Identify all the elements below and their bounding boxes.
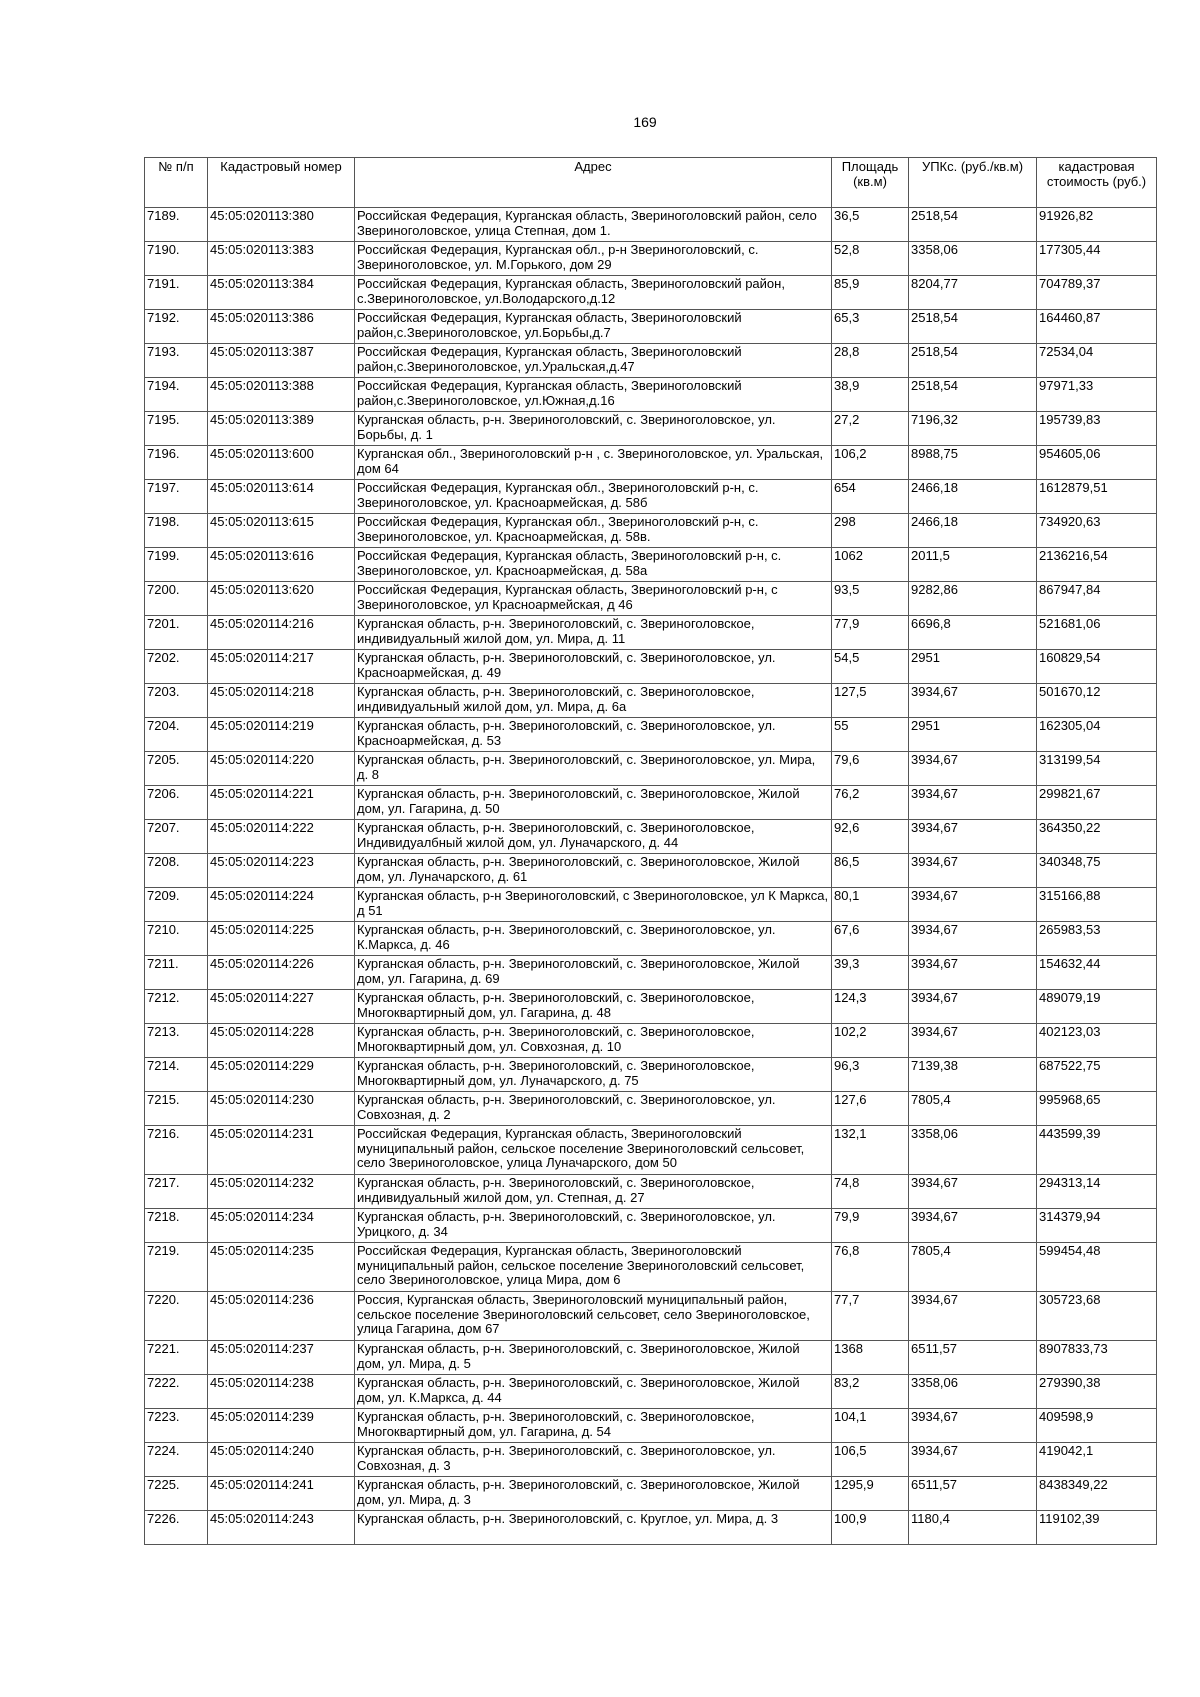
cell-address: Курганская область, р-н. Звериноголовский, с. Звериноголовское, Жилой дом, ул. Гагарина, д. 50 [355,786,832,820]
table-row [145,888,1157,922]
cell-cadastral-number: 45:05:020114:216 [208,616,355,650]
cell-row-number: 7191. [145,276,208,310]
cell-cadastral-cost: 313199,54 [1037,752,1157,786]
cell-address: Российская Федерация, Курганская область, Звериноголовский район,с.Звериноголовское, ул.Уральская,д.47 [355,344,832,378]
cell-address: Курганская область, р-н. Звериноголовский, с. Звериноголовское, ул. Совхозная, д. 3 [355,1443,832,1477]
table-row [145,854,1157,888]
cell-address: Курганская область, р-н. Звериноголовский, с. Звериноголовское, Многоквартирный дом, ул. Гагарина, д. 48 [355,990,832,1024]
table-row [145,242,1157,276]
cell-area: 28,8 [832,344,909,378]
table-row [145,922,1157,956]
cell-address: Курганская область, р-н. Звериноголовский, с. Звериноголовское, индивидуальный жилой дом, ул. Степная, д. 27 [355,1175,832,1209]
cell-upks: 3934,67 [909,922,1037,956]
cell-address: Курганская область, р-н. Звериноголовский, с. Звериноголовское, ул. К.Маркса, д. 46 [355,922,832,956]
cell-cadastral-cost: 279390,38 [1037,1375,1157,1409]
cell-upks: 3934,67 [909,990,1037,1024]
table-row [145,1024,1157,1058]
table-row [145,786,1157,820]
cadastral-value-table [144,157,1157,1545]
cell-address: Россия, Курганская область, Звериноголовский муниципальный район, сельское поселение Звериноголовский сельсовет, село Звериноголовское, улица Гагарина, дом 67 [355,1292,832,1341]
cell-row-number: 7223. [145,1409,208,1443]
cell-row-number: 7221. [145,1341,208,1375]
cell-cadastral-number: 45:05:020114:230 [208,1092,355,1126]
cell-cadastral-number: 45:05:020114:226 [208,956,355,990]
cell-area: 86,5 [832,854,909,888]
cell-cadastral-number: 45:05:020114:224 [208,888,355,922]
cell-cadastral-number: 45:05:020114:237 [208,1341,355,1375]
cell-cadastral-cost: 734920,63 [1037,514,1157,548]
cell-upks: 2951 [909,718,1037,752]
cell-address: Российская Федерация, Курганская область, Звериноголовский район,с.Звериноголовское, ул.Борьбы,д.7 [355,310,832,344]
cell-upks: 3934,67 [909,786,1037,820]
cell-address: Российская Федерация, Курганская область, Звериноголовский район, с.Звериноголовское, ул.Володарского,д.12 [355,276,832,310]
table-row [145,310,1157,344]
cell-cadastral-number: 45:05:020113:384 [208,276,355,310]
cell-row-number: 7195. [145,412,208,446]
cell-upks: 8204,77 [909,276,1037,310]
cell-area: 76,8 [832,1243,909,1292]
cell-cadastral-cost: 119102,39 [1037,1511,1157,1545]
cell-address: Российская Федерация, Курганская обл., р-н Звериноголовский, с. Звериноголовское, ул. М.Горького, дом 29 [355,242,832,276]
cell-row-number: 7206. [145,786,208,820]
cell-upks: 3934,67 [909,956,1037,990]
cell-address: Курганская область, р-н. Звериноголовский, с. Звериноголовское, Многоквартирный дом, ул. Луначарского, д. 75 [355,1058,832,1092]
cell-area: 85,9 [832,276,909,310]
cell-row-number: 7196. [145,446,208,480]
table-row [145,1058,1157,1092]
cell-address: Курганская область, р-н. Звериноголовский, с. Звериноголовское, ул. Мира, д. 8 [355,752,832,786]
cell-area: 74,8 [832,1175,909,1209]
cell-area: 83,2 [832,1375,909,1409]
cell-address: Курганская область, р-н. Звериноголовский, с. Звериноголовское, Многоквартирный дом, ул. Совхозная, д. 10 [355,1024,832,1058]
cell-cadastral-number: 45:05:020113:380 [208,208,355,242]
cell-upks: 3358,06 [909,242,1037,276]
cell-cadastral-number: 45:05:020114:234 [208,1209,355,1243]
table-row [145,820,1157,854]
cell-row-number: 7198. [145,514,208,548]
cell-cadastral-cost: 995968,65 [1037,1092,1157,1126]
cell-area: 27,2 [832,412,909,446]
cell-upks: 7139,38 [909,1058,1037,1092]
table-row [145,752,1157,786]
cell-address: Курганская область, р-н. Звериноголовский, с. Звериноголовское, Индивидуалбный жилой дом, ул. Луначарского, д. 44 [355,820,832,854]
cell-upks: 3934,67 [909,684,1037,718]
cell-address: Российская Федерация, Курганская обл., Звериноголовский р-н, с. Звериноголовское, ул. Красноармейская, д. 58б [355,480,832,514]
cell-cadastral-number: 45:05:020114:232 [208,1175,355,1209]
cell-cadastral-cost: 154632,44 [1037,956,1157,990]
table-row [145,1443,1157,1477]
cell-cadastral-cost: 419042,1 [1037,1443,1157,1477]
cell-cadastral-number: 45:05:020113:615 [208,514,355,548]
cell-upks: 8988,75 [909,446,1037,480]
cell-row-number: 7210. [145,922,208,956]
table-row [145,582,1157,616]
cell-row-number: 7216. [145,1126,208,1175]
cell-cadastral-number: 45:05:020114:227 [208,990,355,1024]
cell-area: 80,1 [832,888,909,922]
cell-cadastral-cost: 8907833,73 [1037,1341,1157,1375]
table-body [145,208,1157,1545]
cell-cadastral-cost: 314379,94 [1037,1209,1157,1243]
cell-cadastral-cost: 8438349,22 [1037,1477,1157,1511]
cell-cadastral-cost: 72534,04 [1037,344,1157,378]
cell-address: Курганская область, р-н. Звериноголовский, с. Звериноголовское, ул. Борьбы, д. 1 [355,412,832,446]
cell-row-number: 7197. [145,480,208,514]
cell-row-number: 7209. [145,888,208,922]
cell-area: 127,5 [832,684,909,718]
cell-address: Российская Федерация, Курганская область, Звериноголовский р-н, с. Звериноголовское, ул. Красноармейская, д. 58а [355,548,832,582]
cell-cadastral-number: 45:05:020113:616 [208,548,355,582]
cell-upks: 3358,06 [909,1375,1037,1409]
cell-address: Курганская область, р-н. Звериноголовский, с. Звериноголовское, ул. Урицкого, д. 34 [355,1209,832,1243]
table-row [145,1477,1157,1511]
cell-row-number: 7217. [145,1175,208,1209]
cell-cadastral-number: 45:05:020113:383 [208,242,355,276]
cell-upks: 3934,67 [909,1175,1037,1209]
cell-cadastral-number: 45:05:020114:241 [208,1477,355,1511]
cell-area: 298 [832,514,909,548]
cell-cadastral-number: 45:05:020114:218 [208,684,355,718]
cell-cadastral-cost: 160829,54 [1037,650,1157,684]
cell-cadastral-number: 45:05:020114:239 [208,1409,355,1443]
table-row [145,276,1157,310]
cell-row-number: 7205. [145,752,208,786]
cell-upks: 7805,4 [909,1092,1037,1126]
cell-area: 1062 [832,548,909,582]
cell-cadastral-number: 45:05:020113:600 [208,446,355,480]
cell-cadastral-number: 45:05:020114:238 [208,1375,355,1409]
cell-upks: 7805,4 [909,1243,1037,1292]
cell-address: Российская Федерация, Курганская область, Звериноголовский район,с.Звериноголовское, ул.Южная,д.16 [355,378,832,412]
cell-cadastral-cost: 1612879,51 [1037,480,1157,514]
cell-row-number: 7189. [145,208,208,242]
cell-cadastral-cost: 305723,68 [1037,1292,1157,1341]
cell-area: 77,9 [832,616,909,650]
table-row [145,1126,1157,1175]
cell-address: Курганская обл., Звериноголовский р-н , с. Звериноголовское, ул. Уральская, дом 64 [355,446,832,480]
cell-cadastral-cost: 91926,82 [1037,208,1157,242]
cell-upks: 2518,54 [909,310,1037,344]
cell-row-number: 7192. [145,310,208,344]
cell-cadastral-cost: 599454,48 [1037,1243,1157,1292]
cell-address: Российская Федерация, Курганская область, Звериноголовский муниципальный район, сельское поселение Звериноголовский сельсовет, село Звериноголовское, улица Мира, дом 6 [355,1243,832,1292]
cell-address: Курганская область, р-н. Звериноголовский, с. Звериноголовское, Многоквартирный дом, ул. Гагарина, д. 54 [355,1409,832,1443]
cell-cadastral-cost: 340348,75 [1037,854,1157,888]
cell-address: Курганская область, р-н. Звериноголовский, с. Звериноголовское, Жилой дом, ул. Мира, д. 5 [355,1341,832,1375]
cell-cadastral-cost: 867947,84 [1037,582,1157,616]
cell-cadastral-cost: 265983,53 [1037,922,1157,956]
cell-address: Курганская область, р-н. Звериноголовский, с. Звериноголовское, ул. Красноармейская, д. 53 [355,718,832,752]
cell-cadastral-number: 45:05:020114:235 [208,1243,355,1292]
cell-row-number: 7208. [145,854,208,888]
cell-row-number: 7226. [145,1511,208,1545]
table-row [145,1292,1157,1341]
table-row [145,208,1157,242]
cell-upks: 6511,57 [909,1341,1037,1375]
cell-cadastral-number: 45:05:020114:225 [208,922,355,956]
table-header-row [145,158,1157,208]
cell-area: 1368 [832,1341,909,1375]
table-row [145,446,1157,480]
cell-cadastral-cost: 501670,12 [1037,684,1157,718]
cell-upks: 7196,32 [909,412,1037,446]
cell-cadastral-cost: 177305,44 [1037,242,1157,276]
cell-address: Российская Федерация, Курганская область, Звериноголовский район, село Звериноголовское, улица Степная, дом 1. [355,208,832,242]
cell-row-number: 7224. [145,1443,208,1477]
header-cadastral-cost: кадастровая стоимость (руб.) [1037,158,1157,208]
cell-address: Российская Федерация, Курганская область, Звериноголовский р-н, с Звериноголовское, ул Красноармейская, д 46 [355,582,832,616]
table-row [145,514,1157,548]
cell-cadastral-cost: 2136216,54 [1037,548,1157,582]
cell-cadastral-cost: 97971,33 [1037,378,1157,412]
table-row [145,1375,1157,1409]
cell-cadastral-cost: 687522,75 [1037,1058,1157,1092]
cell-cadastral-cost: 954605,06 [1037,446,1157,480]
cell-cadastral-number: 45:05:020113:387 [208,344,355,378]
cell-area: 132,1 [832,1126,909,1175]
cell-upks: 3934,67 [909,1292,1037,1341]
cell-row-number: 7218. [145,1209,208,1243]
cell-area: 106,2 [832,446,909,480]
cell-cadastral-cost: 443599,39 [1037,1126,1157,1175]
table-row [145,684,1157,718]
cell-area: 102,2 [832,1024,909,1058]
cell-upks: 1180,4 [909,1511,1037,1545]
page-number: 169 [633,114,657,130]
cell-area: 124,3 [832,990,909,1024]
cell-upks: 9282,86 [909,582,1037,616]
cell-upks: 2011,5 [909,548,1037,582]
cell-row-number: 7215. [145,1092,208,1126]
cell-cadastral-number: 45:05:020113:614 [208,480,355,514]
cell-row-number: 7225. [145,1477,208,1511]
cell-row-number: 7220. [145,1292,208,1341]
cell-area: 93,5 [832,582,909,616]
table-row [145,1341,1157,1375]
cell-cadastral-number: 45:05:020114:231 [208,1126,355,1175]
table-row [145,1409,1157,1443]
table-row [145,616,1157,650]
cell-area: 79,6 [832,752,909,786]
cell-cadastral-cost: 704789,37 [1037,276,1157,310]
cell-address: Российская Федерация, Курганская обл., Звериноголовский р-н, с. Звериноголовское, ул. Красноармейская, д. 58в. [355,514,832,548]
cell-row-number: 7211. [145,956,208,990]
cell-row-number: 7213. [145,1024,208,1058]
cell-cadastral-number: 45:05:020114:222 [208,820,355,854]
cell-upks: 3934,67 [909,1024,1037,1058]
cell-cadastral-cost: 294313,14 [1037,1175,1157,1209]
cell-cadastral-cost: 195739,83 [1037,412,1157,446]
cell-upks: 3934,67 [909,1409,1037,1443]
cell-upks: 3934,67 [909,752,1037,786]
header-upks: УПКс. (руб./кв.м) [909,158,1037,208]
cell-row-number: 7193. [145,344,208,378]
header-cadastral-number: Кадастровый номер [208,158,355,208]
table-row [145,1511,1157,1545]
cell-area: 1295,9 [832,1477,909,1511]
cell-cadastral-number: 45:05:020114:229 [208,1058,355,1092]
table-row [145,650,1157,684]
table-row [145,1175,1157,1209]
cell-address: Курганская область, р-н. Звериноголовский, с. Круглое, ул. Мира, д. 3 [355,1511,832,1545]
cell-area: 65,3 [832,310,909,344]
cell-cadastral-cost: 409598,9 [1037,1409,1157,1443]
cell-area: 38,9 [832,378,909,412]
cell-address: Курганская область, р-н. Звериноголовский, с. Звериноголовское, Жилой дом, ул. Луначарского, д. 61 [355,854,832,888]
cell-area: 67,6 [832,922,909,956]
table-row [145,548,1157,582]
cell-area: 104,1 [832,1409,909,1443]
cell-address: Курганская область, р-н Звериноголовский, с Звериноголовское, ул К Маркса, д 51 [355,888,832,922]
header-num: № п/п [145,158,208,208]
cell-cadastral-cost: 299821,67 [1037,786,1157,820]
cell-cadastral-number: 45:05:020114:223 [208,854,355,888]
cell-upks: 3934,67 [909,854,1037,888]
cell-row-number: 7203. [145,684,208,718]
cell-cadastral-number: 45:05:020114:228 [208,1024,355,1058]
cell-row-number: 7214. [145,1058,208,1092]
header-address: Адрес [355,158,832,208]
table-row [145,1092,1157,1126]
cell-area: 96,3 [832,1058,909,1092]
cell-cadastral-cost: 521681,06 [1037,616,1157,650]
cell-upks: 3934,67 [909,1209,1037,1243]
cell-area: 54,5 [832,650,909,684]
cell-upks: 6511,57 [909,1477,1037,1511]
table-row [145,718,1157,752]
cell-row-number: 7201. [145,616,208,650]
cell-row-number: 7212. [145,990,208,1024]
table-row [145,956,1157,990]
cell-area: 127,6 [832,1092,909,1126]
header-area: Площадь (кв.м) [832,158,909,208]
cell-row-number: 7199. [145,548,208,582]
cell-cadastral-cost: 402123,03 [1037,1024,1157,1058]
cell-cadastral-number: 45:05:020114:243 [208,1511,355,1545]
cell-address: Курганская область, р-н. Звериноголовский, с. Звериноголовское, ул. Красноармейская, д. 49 [355,650,832,684]
cell-cadastral-cost: 162305,04 [1037,718,1157,752]
cell-cadastral-number: 45:05:020114:219 [208,718,355,752]
table-row [145,1243,1157,1292]
cell-row-number: 7200. [145,582,208,616]
cell-area: 92,6 [832,820,909,854]
cell-address: Российская Федерация, Курганская область, Звериноголовский муниципальный район, сельское поселение Звериноголовский сельсовет, село Звериноголовское, улица Луначарского, дом 50 [355,1126,832,1175]
table-row [145,480,1157,514]
cell-cadastral-number: 45:05:020114:240 [208,1443,355,1477]
cell-upks: 2518,54 [909,378,1037,412]
cell-area: 55 [832,718,909,752]
cell-cadastral-cost: 164460,87 [1037,310,1157,344]
cell-upks: 3934,67 [909,1443,1037,1477]
cell-row-number: 7204. [145,718,208,752]
cell-area: 52,8 [832,242,909,276]
cell-area: 100,9 [832,1511,909,1545]
cell-address: Курганская область, р-н. Звериноголовский, с. Звериноголовское, Жилой дом, ул. К.Маркса, д. 44 [355,1375,832,1409]
cell-cadastral-number: 45:05:020113:389 [208,412,355,446]
cell-address: Курганская область, р-н. Звериноголовский, с. Звериноголовское, Жилой дом, ул. Мира, д. 3 [355,1477,832,1511]
cell-area: 106,5 [832,1443,909,1477]
cell-area: 77,7 [832,1292,909,1341]
cell-row-number: 7202. [145,650,208,684]
cell-upks: 2518,54 [909,344,1037,378]
cell-address: Курганская область, р-н. Звериноголовский, с. Звериноголовское, Жилой дом, ул. Гагарина, д. 69 [355,956,832,990]
cell-row-number: 7207. [145,820,208,854]
cell-cadastral-cost: 315166,88 [1037,888,1157,922]
table-row [145,378,1157,412]
cell-area: 36,5 [832,208,909,242]
table-row [145,344,1157,378]
cell-upks: 3934,67 [909,888,1037,922]
cell-cadastral-cost: 489079,19 [1037,990,1157,1024]
cell-row-number: 7222. [145,1375,208,1409]
cell-row-number: 7219. [145,1243,208,1292]
cell-row-number: 7194. [145,378,208,412]
cell-upks: 3934,67 [909,820,1037,854]
cell-address: Курганская область, р-н. Звериноголовский, с. Звериноголовское, ул. Совхозная, д. 2 [355,1092,832,1126]
cell-row-number: 7190. [145,242,208,276]
cell-upks: 2951 [909,650,1037,684]
cell-cadastral-number: 45:05:020114:220 [208,752,355,786]
cell-upks: 2466,18 [909,480,1037,514]
cell-upks: 2518,54 [909,208,1037,242]
cell-upks: 2466,18 [909,514,1037,548]
cell-upks: 3358,06 [909,1126,1037,1175]
cell-area: 76,2 [832,786,909,820]
cell-cadastral-number: 45:05:020114:217 [208,650,355,684]
cell-address: Курганская область, р-н. Звериноголовский, с. Звериноголовское, индивидуальный жилой дом, ул. Мира, д. 11 [355,616,832,650]
cell-cadastral-number: 45:05:020114:236 [208,1292,355,1341]
cell-cadastral-number: 45:05:020113:386 [208,310,355,344]
cell-area: 654 [832,480,909,514]
cell-address: Курганская область, р-н. Звериноголовский, с. Звериноголовское, индивидуальный жилой дом, ул. Мира, д. 6а [355,684,832,718]
cell-cadastral-number: 45:05:020114:221 [208,786,355,820]
table-row [145,990,1157,1024]
cell-upks: 6696,8 [909,616,1037,650]
table-row [145,1209,1157,1243]
cell-cadastral-number: 45:05:020113:620 [208,582,355,616]
cell-cadastral-number: 45:05:020113:388 [208,378,355,412]
cell-area: 39,3 [832,956,909,990]
table-row [145,412,1157,446]
cell-cadastral-cost: 364350,22 [1037,820,1157,854]
cell-area: 79,9 [832,1209,909,1243]
